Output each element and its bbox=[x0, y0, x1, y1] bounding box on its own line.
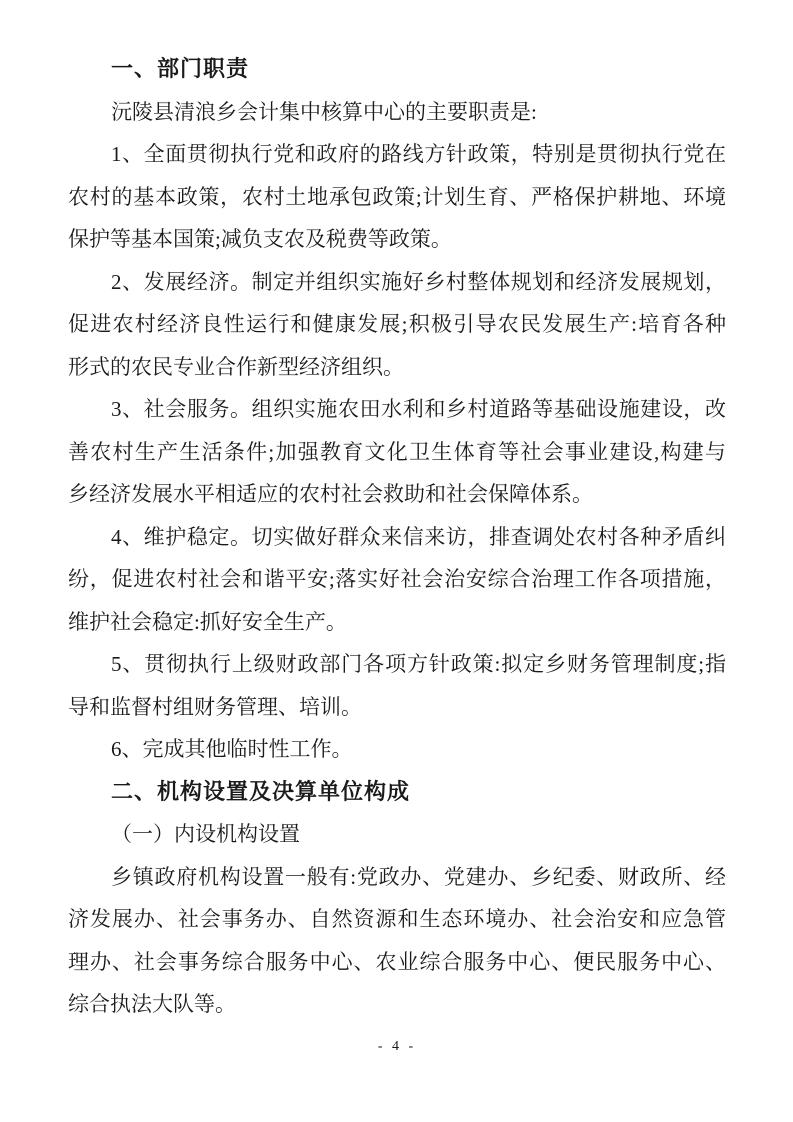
paragraph-line: 综合执法大队等。 bbox=[68, 992, 236, 1016]
paragraph-line: 维护社会稳定:抓好安全生产。 bbox=[68, 609, 347, 634]
paragraph-line: 1、全面贯彻执行党和政府的路线方针政策，特别是贯彻执行党在 bbox=[111, 142, 726, 166]
paragraph-line: 纷，促进农村社会和谐平安;落实好社会治安综合治理工作各项措施， bbox=[68, 567, 726, 591]
document-body bbox=[68, 48, 726, 1026]
paragraph-line: 3、社会服务。组织实施农田水利和乡村道路等基础设施建设，改 bbox=[111, 397, 726, 421]
paragraph-line: 济发展办、社会事务办、自然资源和生态环境办、社会治安和应急管 bbox=[68, 907, 726, 931]
paragraph-line: 4、维护稳定。切实做好群众来信来访，排查调处农村各种矛盾纠 bbox=[111, 524, 726, 549]
section-heading: 一、部门职责 bbox=[111, 56, 250, 81]
paragraph-line: 保护等基本国策;减负支农及税费等政策。 bbox=[68, 227, 452, 251]
paragraph-line: 沅陵县清浪乡会计集中核算中心的主要职责是: bbox=[111, 99, 537, 124]
paragraph-line: 乡镇政府机构设置一般有:党政办、党建办、乡纪委、财政所、经 bbox=[111, 864, 726, 889]
paragraph-line: 理办、社会事务综合服务中心、农业综合服务中心、便民服务中心、 bbox=[68, 949, 726, 974]
paragraph-line: 导和监督村组财务管理、培训。 bbox=[68, 694, 362, 719]
paragraph-line: （一）内设机构设置 bbox=[111, 822, 300, 846]
paragraph-line: 2、发展经济。制定并组织实施好乡村整体规划和经济发展规划， bbox=[111, 269, 726, 294]
paragraph-line: 形式的农民专业合作新型经济组织。 bbox=[68, 354, 404, 379]
paragraph-line: 5、贯彻执行上级财政部门各项方针政策:拟定乡财务管理制度;指 bbox=[111, 652, 726, 676]
section-heading: 二、机构设置及决算单位构成 bbox=[111, 778, 411, 804]
paragraph-line: 农村的基本政策，农村土地承包政策;计划生育、严格保护耕地、环境 bbox=[68, 184, 726, 209]
paragraph-line: 6、完成其他临时性工作。 bbox=[111, 737, 353, 761]
page-number: - 4 - bbox=[377, 1038, 417, 1054]
paragraph-line: 乡经济发展水平相适应的农村社会救助和社会保障体系。 bbox=[68, 482, 593, 506]
paragraph-line: 善农村生产生活条件;加强教育文化卫生体育等社会事业建设,构建与 bbox=[68, 439, 726, 464]
paragraph-line: 促进农村经济良性运行和健康发展;积极引导农民发展生产:培育各种 bbox=[68, 312, 726, 336]
